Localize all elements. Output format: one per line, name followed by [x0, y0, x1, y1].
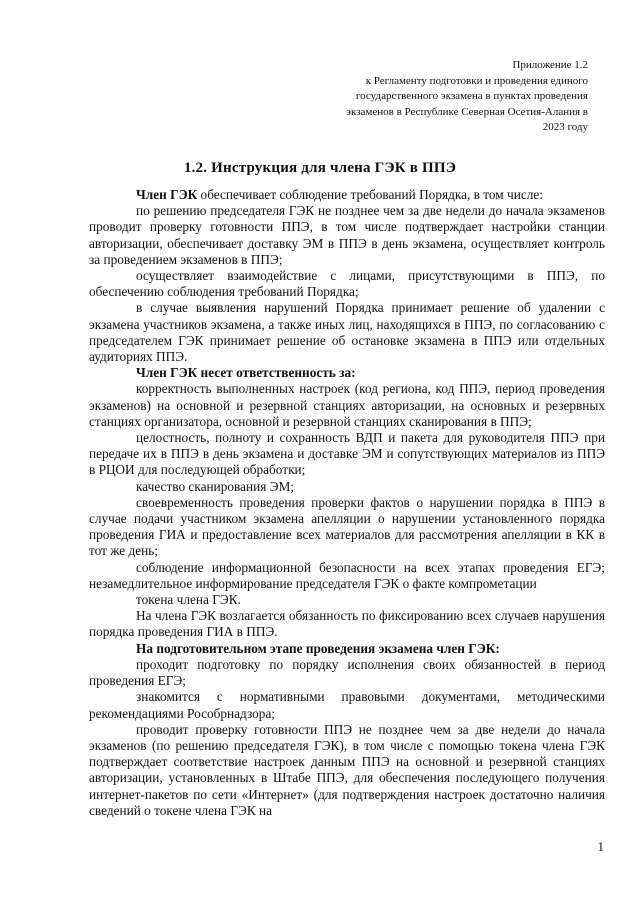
section-heading: Член ГЭК несет ответственность за: [136, 365, 356, 381]
appendix-line: экзаменов в Республике Северная Осетия-Алания в [346, 105, 588, 118]
paragraph: проводит проверку готовности ППЭ не позднее чем за две недели до начала экзаменов (по решению председателя ГЭК), в том числе с помощью токена члена ГЭК подтверждает соответствие настроек данным ППЭ на основной и резервной станциях авторизации, установленных в Штабе ППЭ, для обеспечения последующего получения интернет-пакетов по сети «Интернет» (для подтверждения настроек достаточно наличия сведений о токене члена ГЭК на [89, 721, 605, 818]
appendix-header [258, 58, 588, 136]
paragraph: качество сканирования ЭМ; [136, 478, 294, 494]
paragraph: На члена ГЭК возлагается обязанность по фиксированию всех случаев нарушения порядка проведения ГИА в ППЭ. [89, 608, 605, 640]
paragraph-text: обеспечивает соблюдение требований Порядка, в том числе: [197, 187, 543, 202]
appendix-line: Приложение 1.2 [512, 59, 588, 71]
page-number: 1 [597, 839, 604, 854]
document-body [89, 187, 605, 819]
appendix-line: 2023 году [542, 121, 588, 133]
document-title: 1.2. Инструкция для члена ГЭК в ППЭ [183, 160, 457, 176]
paragraph [89, 187, 605, 203]
paragraph: своевременность проведения проверки фактов о нарушении порядка в ППЭ в случае подачи участником экзамена апелляции о нарушении установленного порядка проведения ГИА и предоставление всех материалов для рассмотрения апелляции в КК в тот же день; [89, 494, 605, 559]
appendix-line: государственного экзамена в пунктах проведения [355, 90, 588, 102]
appendix-line: к Регламенту подготовки и проведения единого [365, 74, 588, 87]
paragraph: по решению председателя ГЭК не позднее чем за две недели до начала экзаменов проводит проверку готовности ППЭ, в том числе подтверждает настройки станции авторизации, обеспечивает доставку ЭМ в ППЭ в день экзамена, осуществляет контроль за проведением экзаменов в ППЭ; [89, 203, 605, 267]
paragraph: корректность выполненных настроек (код региона, код ППЭ, период проведения экзаменов) на основной и резервной станциях авторизации, на основных и резервных станциях организатора, основной и резервной станциях сканирования в ППЭ; [89, 381, 605, 429]
bold-term: Член ГЭК [136, 187, 198, 202]
paragraph: соблюдение информационной безопасности на всех этапах проведения ЕГЭ; незамедлительное информирование председателя ГЭК о факте компрометации [89, 559, 605, 591]
paragraph: целостность, полноту и сохранность ВДП и пакета для руководителя ППЭ при передаче их в ППЭ в день экзамена и доставке ЭМ и сопутствующих материалов из ППЭ в РЦОИ для последующей обработки; [89, 430, 605, 478]
paragraph: в случае выявления нарушений Порядка принимает решение об удалении с экзамена участников экзамена, а также иных лиц, находящихся в ППЭ, по согласованию с председателем ГЭК принимает решение об остановке экзамена в ППЭ или отдельных аудиториях ППЭ. [89, 300, 605, 365]
paragraph: токена члена ГЭК. [136, 592, 241, 608]
paragraph: осуществляет взаимодействие с лицами, присутствующими в ППЭ, по обеспечению соблюдения требований Порядка; [89, 268, 605, 300]
paragraph: проходит подготовку по порядку исполнения своих обязанностей в период проведения ЕГЭ; [89, 656, 605, 689]
paragraph: знакомится с нормативными правовыми документами, методическими рекомендациями Рособрнадзора; [89, 689, 605, 721]
section-heading: На подготовительном этапе проведения экзамена член ГЭК: [136, 640, 500, 656]
